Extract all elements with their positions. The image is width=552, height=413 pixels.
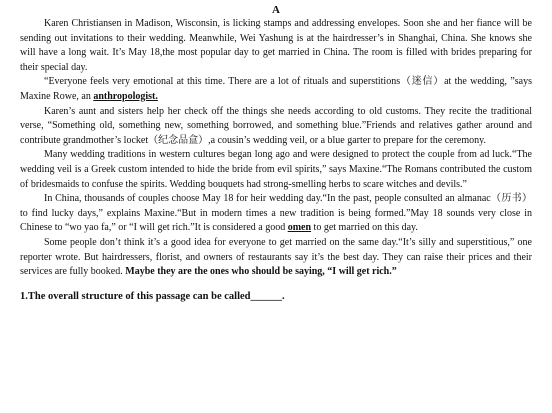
underlined-word-omen: omen: [287, 222, 312, 234]
passage-title: A: [272, 4, 280, 16]
paragraph-5: [20, 192, 532, 236]
paragraph-5-text: In China, thousands of couples choose May 18 for heir wedding day.“In the past, people consulted an almanac（历书）to find lucky days,” explains Maxine.“But in modern times a new tradition is being formed.”May 18 sounds very close in Chinese to “wo yao fa,” or “I will get rich.”It is considered a good: [20, 193, 532, 234]
underlined-word-anthropologist: anthropologist.: [93, 90, 158, 102]
paragraph-2: [20, 75, 532, 104]
paragraph-3: Karen’s aunt and sisters help her check off the things she needs according to old customs. They recite the traditional verse, “Something old, something new, something borrowed, and something blue.”Friends and relatives gather around and contribute grandmother’s locket（纪念品盒）,a cousin’s wedding veil, or a blue garter to prepare for the ceremony.: [20, 105, 532, 146]
paragraph-2-text: “Everyone feels very emotional at this time. There are a lot of rituals and superstitions（迷信）at the wedding, ”says Maxine Rowe, an: [20, 76, 532, 102]
paragraph-6: [20, 236, 532, 280]
paragraph-4: Many wedding traditions in western cultures began long ago and were designed to protect the couple from ad luck.“The wedding veil is a Greek custom intended to hide the bride from evil spirits,” says Maxine.“The Romans contributed the custom of bridesmaids to confuse the spirits. Wedding bouquets had strong-smelling herbs to scare witches and devils.”: [20, 149, 532, 190]
paragraph-1: Karen Christiansen in Madison, Wisconsin, is licking stamps and addressing envelopes. Soon she and her fiance will be sending out invitations to their wedding. Meanwhile, Wei Yashung is at the hairdresser’s in Shanghai, China. She knows she will have a long wait. It’s May 18,the most popular day to get married in China. The room is filled with brides preparing for their special day.: [20, 18, 532, 73]
paragraph-6-bold-sentence: Maybe they are the ones who should be saying, “I will get rich.”: [125, 266, 397, 278]
question-1: 1.The overall structure of this passage can be called______.: [20, 290, 285, 302]
paragraph-6-text: Some people don’t think it’s a good idea for everyone to get married on the same day.“It’s silly and superstitious,” one reporter wrote. But hairdressers, florist, and owners of restaurants say it’s the best day. They can raise their prices and their services are fully booked.: [20, 236, 532, 278]
paragraph-5-tail: to get married on this day.: [311, 222, 418, 234]
